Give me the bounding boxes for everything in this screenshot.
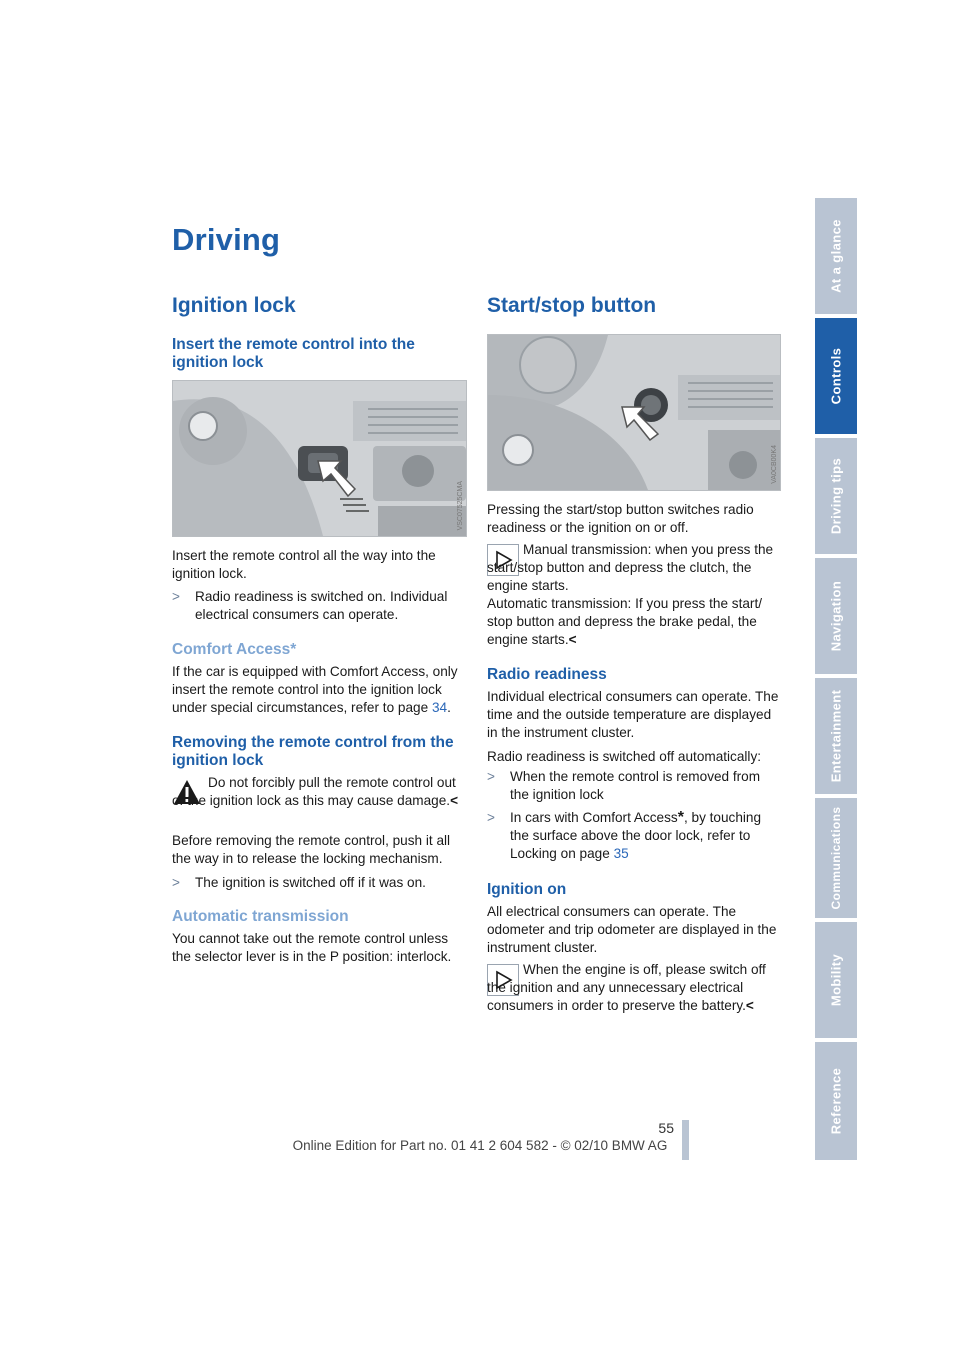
- tab-reference[interactable]: Reference: [815, 1042, 857, 1160]
- tab-controls[interactable]: Controls: [815, 318, 857, 434]
- chapter-title: Driving: [172, 222, 281, 257]
- list-item: > Radio readiness is switched on. Individual electrical consumers can operate.: [172, 589, 448, 622]
- ignition-lock-illustration: [173, 381, 466, 536]
- tab-communications[interactable]: Communications: [815, 798, 857, 918]
- insert-remote-heading: Insert the remote control into the ignition lock: [172, 336, 415, 371]
- automatic-transmission-paragraph: You cannot take out the remote control unless the selector lever is in the P position: interlock.: [172, 931, 452, 964]
- insert-paragraph: Insert the remote control all the way into the ignition lock.: [172, 548, 436, 581]
- comfort-access-paragraph: If the car is equipped with Comfort Access, only insert the remote control into the ignition lock under special circumstances, refer to page 34.: [172, 664, 458, 715]
- removing-remote-heading: Removing the remote control from the ignition lock: [172, 734, 454, 769]
- start-stop-photo: [487, 334, 781, 491]
- page-link-34[interactable]: 34: [431, 700, 448, 715]
- automatic-transmission-heading: Automatic transmission: [172, 908, 349, 925]
- tab-at-a-glance[interactable]: At a glance: [815, 198, 857, 314]
- footer-text: Online Edition for Part no. 01 41 2 604 582 - © 02/10 BMW AG: [292, 1138, 668, 1153]
- list-item: > In cars with Comfort Access*, by touching the surface above the door lock, refer to Locking on page 35: [487, 809, 762, 861]
- radio-readiness-paragraph: Individual electrical consumers can operate. The time and the outside temperature are displayed in the instrument cluster.: [487, 689, 779, 740]
- start-stop-illustration: [488, 335, 780, 490]
- ignition-on-paragraph: All electrical consumers can operate. The odometer and trip odometer are displayed in the instrument cluster.: [487, 904, 777, 955]
- tab-navigation[interactable]: Navigation: [815, 558, 857, 674]
- ignition-lock-photo: [172, 380, 467, 537]
- photo-code: VSC07525CMA: [457, 480, 464, 530]
- tab-mobility[interactable]: Mobility: [815, 922, 857, 1038]
- photo-code: VA0CB00K4: [771, 445, 778, 484]
- ignition-lock-heading: Ignition lock: [172, 294, 296, 317]
- list-item: > The ignition is switched off if it was on.: [172, 875, 426, 890]
- ignition-on-heading: Ignition on: [487, 881, 567, 898]
- radio-readiness-off-paragraph: Radio readiness is switched off automatically:: [487, 749, 762, 764]
- comfort-access-heading: Comfort Access*: [172, 641, 297, 658]
- radio-readiness-heading: Radio readiness: [487, 666, 607, 683]
- list-item: > When the remote control is removed from the ignition lock: [487, 769, 761, 802]
- start-stop-heading: Start/stop button: [487, 294, 657, 317]
- tab-entertainment[interactable]: Entertainment: [815, 678, 857, 794]
- warning-paragraph: Do not forcibly pull the remote control out of the ignition lock as this may cause damage.<: [172, 775, 459, 808]
- tab-driving-tips[interactable]: Driving tips: [815, 438, 857, 554]
- page-link-35[interactable]: 35: [613, 846, 629, 861]
- start-stop-paragraph: Pressing the start/stop button switches radio readiness or the ignition on or off.: [487, 502, 754, 535]
- manual-transmission-note: Manual transmission: when you press the start/stop button and depress the clutch, the engine starts.: [487, 542, 774, 593]
- automatic-transmission-note: Automatic transmission: If you press the start/ stop button and depress the brake pedal, the engine starts.<: [487, 596, 763, 647]
- page-number: 55: [658, 1120, 674, 1136]
- engine-off-note: When the engine is off, please switch off the ignition and any unnecessary electrical consumers in order to preserve the battery.<: [487, 962, 766, 1013]
- removing-paragraph: Before removing the remote control, push it all the way in to release the locking mechanism.: [172, 833, 451, 866]
